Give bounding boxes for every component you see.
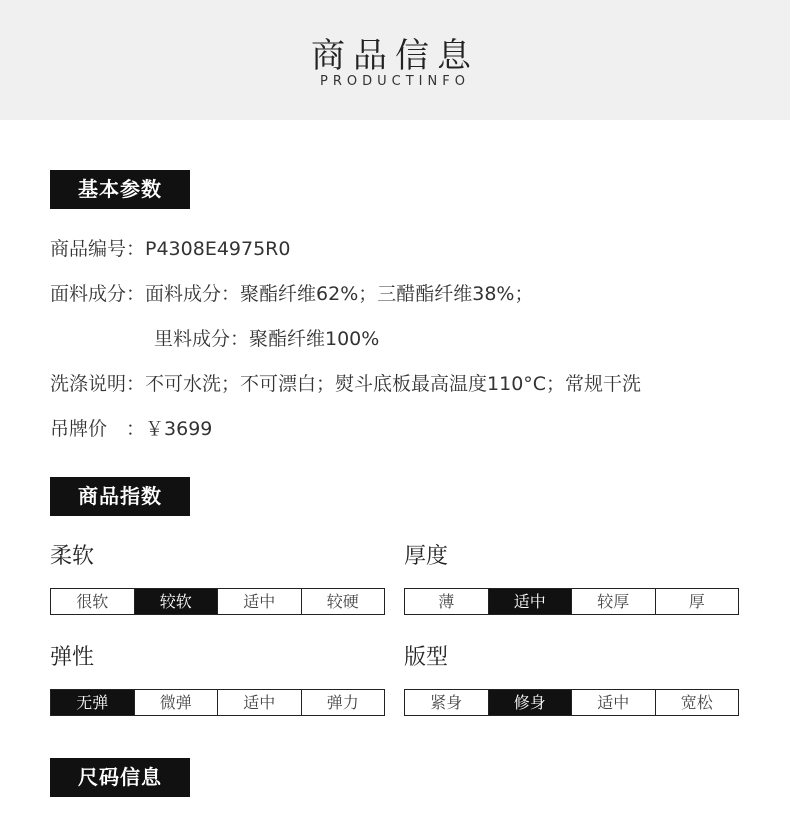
page-header: [0, 0, 790, 120]
thickness-scale: [404, 588, 739, 615]
scale-option: 较硬: [326, 592, 359, 611]
section-product-index: 商品指数: [50, 477, 190, 516]
price-label: 吊牌价 ：: [50, 418, 146, 440]
scale-option: 厚: [688, 592, 705, 611]
product-code-row: [50, 234, 290, 264]
elasticity-title: 弹性: [50, 645, 95, 670]
scale-option: 适中: [218, 690, 302, 715]
scale-option: 修身: [489, 690, 573, 715]
fabric-label: 面料成分：: [50, 283, 146, 305]
scale-option: 微弹: [135, 690, 219, 715]
scale-option: 适中: [572, 690, 656, 715]
wash-value: 不可水洗；不可漂白；熨斗底板最高温度110°C；常规干洗: [145, 373, 642, 395]
elasticity-scale: [50, 689, 385, 716]
section-size-info: 尺码信息: [50, 758, 190, 797]
wash-row: [50, 369, 641, 399]
scale-option: 宽松: [680, 693, 713, 712]
scale-option: 适中: [218, 589, 302, 614]
lining-row: [154, 324, 379, 354]
fabric-value: 面料成分：聚酯纤维62%；三醋酯纤维38%；: [145, 283, 534, 305]
scale-option: 适中: [489, 589, 573, 614]
scale-option: 较厚: [572, 589, 656, 614]
scale-option: 薄: [405, 589, 489, 614]
price-value: ￥3699: [145, 418, 213, 440]
product-code-label: 商品编号：: [50, 238, 146, 260]
scale-option: 紧身: [405, 690, 489, 715]
softness-title: 柔软: [50, 544, 95, 569]
wash-label: 洗涤说明：: [50, 373, 146, 395]
lining-value: 里料成分：聚酯纤维100%: [154, 328, 380, 350]
fit-scale: [404, 689, 739, 716]
softness-scale: [50, 588, 385, 615]
thickness-title: 厚度: [404, 544, 449, 569]
scale-option: 无弹: [51, 690, 135, 715]
fabric-row: [50, 279, 533, 309]
page-subtitle: PRODUCTINFO: [320, 74, 470, 89]
section-basic-params: 基本参数: [50, 170, 190, 209]
scale-option: 弹力: [326, 693, 359, 712]
product-code-value: P4308E4975R0: [145, 238, 291, 260]
scale-option: 很软: [51, 589, 135, 614]
scale-option: 较软: [135, 589, 219, 614]
price-row: [50, 414, 212, 444]
fit-title: 版型: [404, 645, 449, 670]
page-title: 商品信息: [311, 36, 479, 76]
